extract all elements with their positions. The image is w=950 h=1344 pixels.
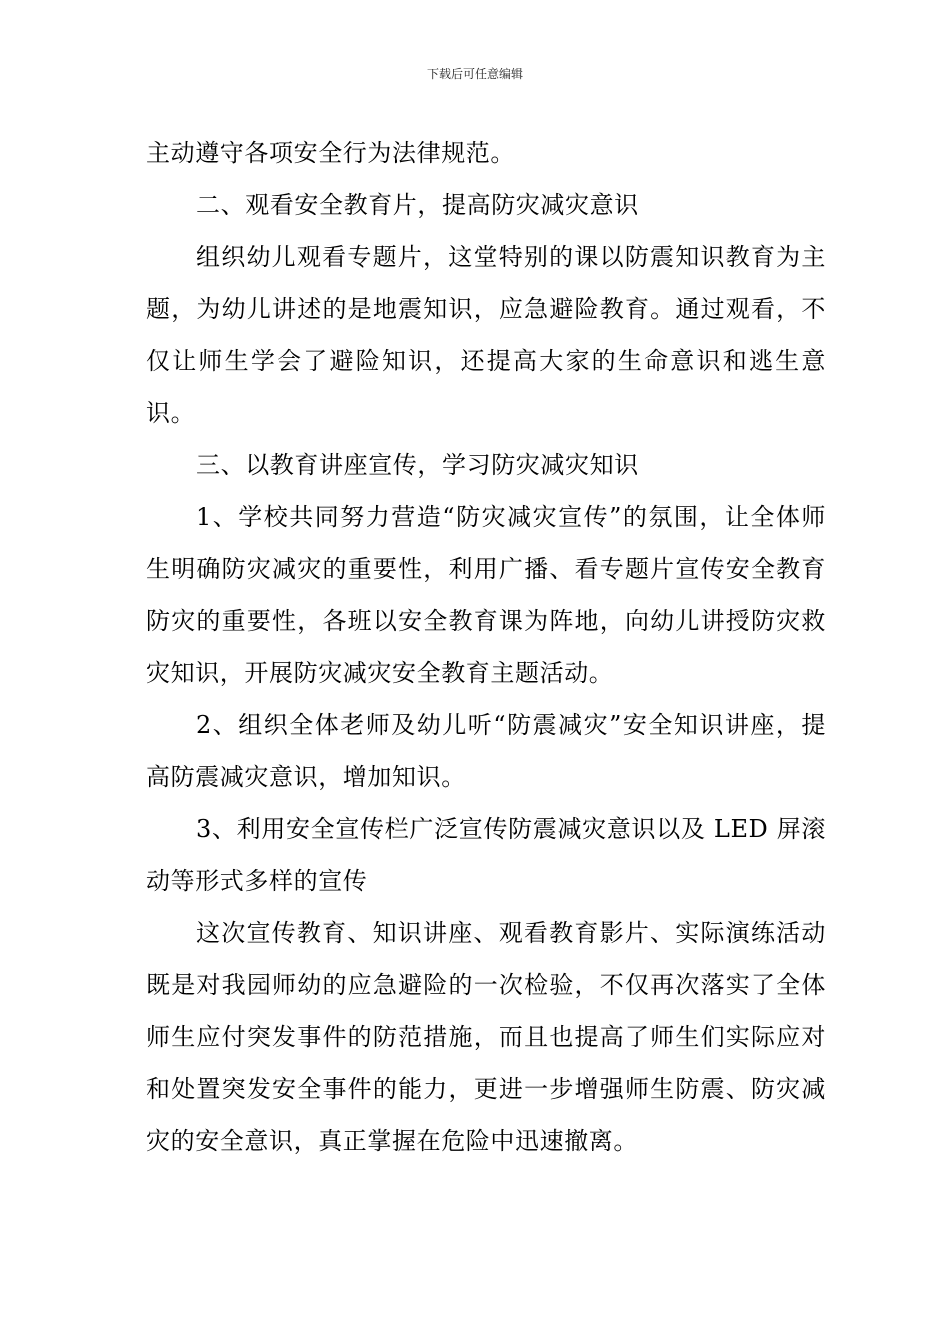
paragraph-item-1: 1、学校共同努力营造“防灾减灾宣传”的氛围，让全体师生明确防灾减灾的重要性，利用广播、看专题片宣传安全教育防灾的重要性，各班以安全教育课为阵地，向幼儿讲授防灾救灾知识，开展防灾减灾安全教育主题活动。 <box>146 503 826 687</box>
paragraph-continuation: 主动遵守各项安全行为法律规范。 <box>146 139 515 167</box>
paragraph-item-3: 3、利用安全宣传栏广泛宣传防震减灾意识以及 LED 屏滚动等形式多样的宣传 <box>146 815 826 895</box>
paragraph-summary: 这次宣传教育、知识讲座、观看教育影片、实际演练活动既是对我园师幼的应急避险的一次检验，不仅再次落实了全体师生应付突发事件的防范措施，而且也提高了师生们实际应对和处置突发安全事件的能力，更进一步增强师生防震、防灾减灾的安全意识，真正掌握在危险中迅速撤离。 <box>146 919 826 1155</box>
page-header: 下载后可任意编辑 <box>426 67 523 81</box>
section-heading-3: 三、以教育讲座宣传，学习防灾减灾知识 <box>196 451 639 479</box>
document-body <box>146 127 826 1167</box>
section-heading-2: 二、观看安全教育片，提高防灾减灾意识 <box>196 191 639 219</box>
paragraph-video: 组织幼儿观看专题片，这堂特别的课以防震知识教育为主题，为幼儿讲述的是地震知识，应急避险教育。通过观看，不仅让师生学会了避险知识，还提高大家的生命意识和逃生意识。 <box>146 243 826 427</box>
paragraph-item-2: 2、组织全体老师及幼儿听“防震减灾”安全知识讲座，提高防震减灾意识，增加知识。 <box>146 711 826 791</box>
